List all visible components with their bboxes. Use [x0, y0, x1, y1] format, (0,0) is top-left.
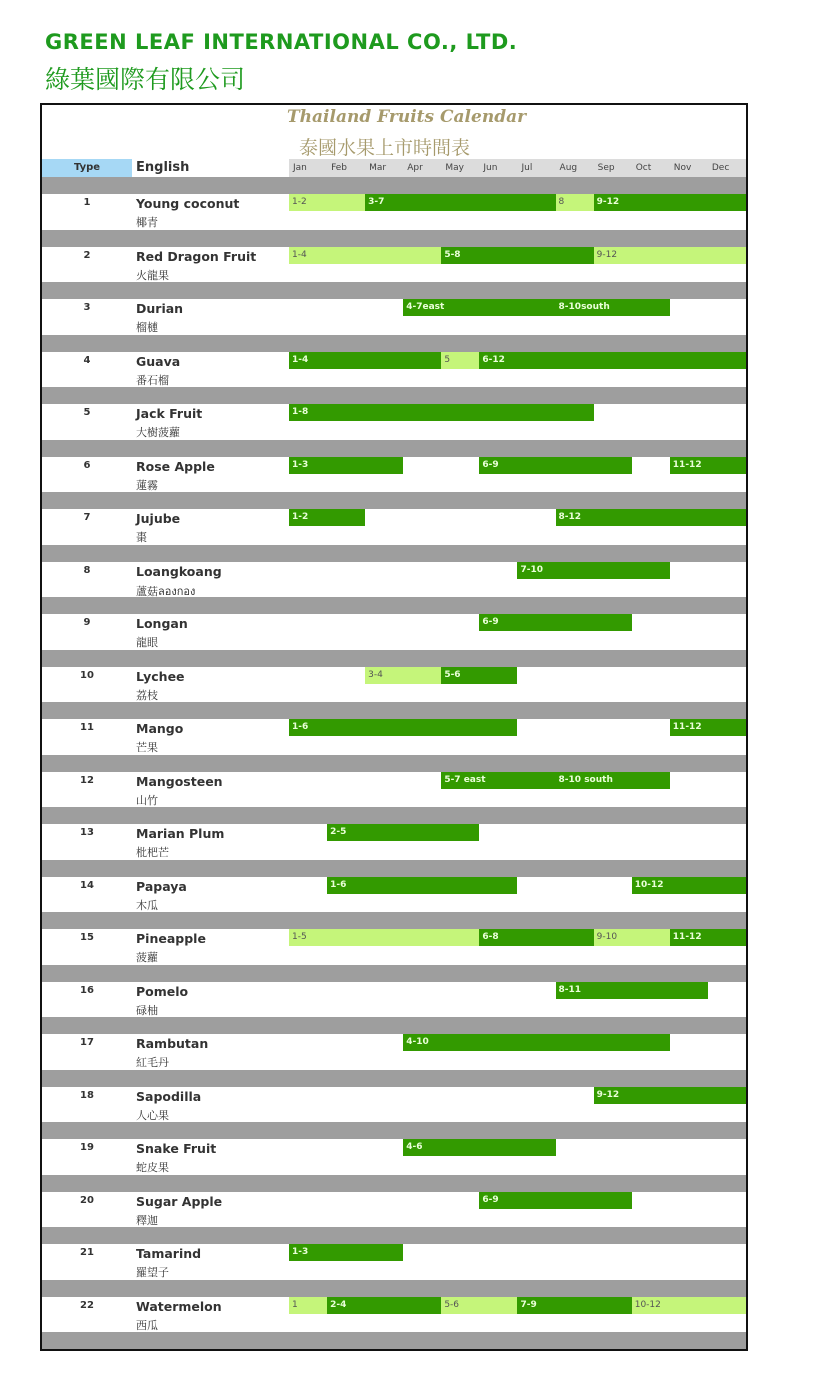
fruit-type-number: 7: [83, 512, 91, 523]
season-bar-label: 6-9: [482, 617, 499, 627]
season-bar-label: 8-12: [558, 512, 582, 522]
season-bar: [479, 929, 593, 946]
season-bar: [441, 772, 555, 789]
season-bar: [632, 877, 746, 894]
season-bar-label: 11-12: [672, 459, 702, 470]
row-separator: [42, 702, 746, 719]
fruit-name-zh: 西瓜: [136, 1318, 158, 1332]
row-separator: [42, 860, 746, 877]
fruit-type-number: 8: [83, 564, 91, 576]
season-bar-label: 1-6: [292, 722, 309, 732]
month-header-jun: Jun: [483, 163, 498, 173]
season-bar: [670, 929, 746, 946]
season-bar-label: 1-5: [292, 932, 307, 942]
season-bar: [289, 1297, 327, 1314]
season-bar-label: 6-9: [482, 459, 499, 470]
season-bar-label: 1-2: [292, 197, 307, 207]
fruit-row: [42, 352, 746, 388]
season-bar: [594, 929, 670, 946]
row-separator: [42, 282, 746, 299]
fruit-name-zh: 紅毛丹: [136, 1056, 169, 1069]
fruit-type-number: 9: [83, 617, 91, 628]
fruit-name-zh: 木瓜: [136, 898, 158, 912]
fruit-type-number: 14: [80, 879, 94, 891]
fruit-name-en: Rose Apple: [136, 458, 215, 474]
fruit-name-en: Watermelon: [136, 1298, 222, 1314]
row-separator: [42, 230, 746, 247]
season-bar-label: 8: [558, 197, 565, 207]
fruit-type-number: 18: [80, 1089, 94, 1101]
fruit-type-number: 19: [80, 1142, 94, 1153]
calendar-title-en: Thailand Fruits Calendar: [287, 107, 527, 127]
season-bar-label: 1-2: [292, 512, 309, 522]
season-bar-label: 5-6: [444, 1299, 460, 1310]
fruit-type-number: 4: [83, 354, 91, 366]
season-bar: [632, 1297, 746, 1314]
season-bar: [403, 299, 555, 316]
fruit-name-en: Young coconut: [136, 196, 240, 211]
fruit-name-en: Pineapple: [136, 931, 206, 946]
season-bar: [517, 562, 669, 579]
fruit-name-en: Jack Fruit: [136, 406, 203, 421]
fruit-name-en: Jujube: [136, 511, 181, 526]
season-bar: [289, 352, 441, 369]
season-bar: [289, 1244, 403, 1261]
season-bar-label: 1-4: [292, 354, 309, 365]
fruit-name-en: Mango: [136, 721, 184, 736]
season-bar: [289, 509, 365, 526]
fruit-name-zh: 蓮霧: [136, 478, 158, 492]
fruit-row: [42, 1244, 746, 1280]
season-bar-label: 8-10south: [558, 302, 610, 312]
season-bar: [670, 719, 746, 736]
fruit-row: [42, 404, 746, 440]
season-bar: [327, 877, 517, 894]
season-bar-label: 10-12: [634, 879, 664, 890]
row-separator: [42, 1280, 746, 1297]
season-bar-label: 1-4: [292, 249, 307, 260]
fruit-name-zh: 荔枝: [136, 688, 158, 702]
season-bar-label: 6-9: [482, 1194, 499, 1205]
season-bar-label: 5: [444, 354, 451, 365]
fruit-name-zh: 番石榴: [136, 373, 169, 387]
season-bar: [365, 667, 441, 684]
fruit-name-en: Red Dragon Fruit: [136, 248, 257, 264]
season-bar: [479, 352, 746, 369]
fruit-type-number: 17: [80, 1037, 94, 1048]
season-bar-label: 5-6: [444, 669, 461, 680]
season-bar: [479, 1192, 631, 1209]
season-bar-label: 4-7east: [406, 302, 445, 312]
fruit-row: [42, 667, 746, 703]
fruit-name-zh: 羅望子: [136, 1266, 169, 1279]
season-bar-label: 9-10: [596, 932, 618, 942]
season-bar: [594, 194, 746, 211]
season-bar-label: 5-7 east: [444, 774, 486, 785]
month-header-mar: Mar: [369, 163, 387, 173]
fruit-name-en: Sapodilla: [136, 1088, 202, 1104]
row-separator: [42, 545, 746, 562]
season-bar-label: 10-12: [634, 1299, 661, 1310]
season-bar-label: 7-9: [520, 1299, 537, 1310]
fruit-name-zh: 火龍果: [136, 268, 169, 282]
season-bar: [556, 299, 670, 316]
season-bar: [289, 404, 594, 421]
fruit-name-zh: 榴槤: [136, 321, 158, 334]
season-bar-label: 3-4: [368, 669, 383, 680]
season-bar: [289, 457, 403, 474]
month-header-oct: Oct: [635, 163, 652, 173]
row-separator: [42, 807, 746, 824]
season-bar-label: 5-8: [444, 249, 461, 260]
fruit-name-en: Rambutan: [136, 1036, 209, 1051]
season-bar: [441, 352, 479, 369]
company-name-zh: 綠葉國際有限公司: [45, 65, 246, 94]
fruit-row: [42, 299, 746, 335]
row-separator: [42, 492, 746, 509]
season-bar-label: 2-5: [330, 827, 347, 837]
season-bar-label: 6-8: [482, 932, 499, 942]
fruit-type-number: 5: [83, 407, 91, 418]
fruit-row: [42, 194, 746, 230]
season-bar-label: 1-3: [292, 459, 309, 470]
fruit-name-zh: 枇杷芒: [136, 846, 169, 859]
row-separator: [42, 1070, 746, 1087]
fruit-name-zh: 椰青: [136, 216, 158, 229]
fruit-name-zh: 蛇皮果: [136, 1161, 169, 1174]
fruit-name-zh: 芒果: [136, 741, 158, 754]
fruit-name-zh: 棗: [136, 531, 147, 544]
season-bar-label: 11-12: [672, 722, 702, 732]
month-header-jan: Jan: [293, 163, 307, 173]
fruit-name-zh: 釋迦: [136, 1213, 158, 1227]
season-bar: [289, 247, 441, 264]
row-separator: [42, 597, 746, 614]
season-bar-label: 1: [292, 1299, 298, 1310]
season-bar: [556, 772, 670, 789]
season-bar: [670, 457, 746, 474]
fruit-row: [42, 772, 746, 808]
fruit-row: [42, 247, 746, 283]
calendar-table: [40, 103, 748, 1351]
type-column-header: Type: [42, 159, 132, 177]
english-column-header: English: [136, 160, 190, 175]
fruit-type-number: 20: [80, 1194, 94, 1206]
fruit-name-zh: 龍眼: [136, 636, 158, 649]
fruit-name-en: Papaya: [136, 878, 187, 894]
season-bar-label: 8-11: [558, 984, 582, 995]
fruit-name-en: Durian: [136, 301, 184, 316]
month-header-apr: Apr: [407, 163, 423, 173]
fruit-type-number: 10: [80, 669, 94, 681]
season-bar: [403, 1034, 670, 1051]
season-bar-label: 6-12: [482, 354, 505, 365]
fruit-row: [42, 614, 746, 650]
fruit-row: [42, 824, 746, 860]
row-separator: [42, 755, 746, 772]
season-bar: [289, 194, 365, 211]
season-bar-label: 9-12: [596, 197, 620, 207]
calendar-title-zh: 泰國水果上市時間表: [299, 137, 471, 159]
fruit-row: [42, 1297, 746, 1333]
fruit-row: [42, 877, 746, 913]
month-header-dec: Dec: [711, 163, 730, 173]
row-separator: [42, 1017, 746, 1034]
row-separator: [42, 440, 746, 457]
fruit-row: [42, 562, 746, 598]
season-bar: [289, 929, 479, 946]
month-header-jul: Jul: [521, 163, 533, 173]
fruit-name-zh: 蘆菇ลองกอง: [136, 584, 196, 598]
month-header-aug: Aug: [559, 163, 578, 173]
fruit-name-en: Mangosteen: [136, 773, 223, 789]
fruit-name-zh: 山竹: [136, 793, 158, 807]
season-bar-label: 1-3: [292, 1247, 309, 1257]
row-separator: [42, 335, 746, 352]
season-bar: [556, 194, 594, 211]
fruit-name-en: Pomelo: [136, 983, 189, 999]
fruit-row: [42, 509, 746, 545]
fruit-name-en: Lychee: [136, 668, 185, 684]
row-separator: [42, 912, 746, 929]
month-header-feb: Feb: [331, 163, 348, 173]
season-bar: [594, 1087, 746, 1104]
month-header-sep: Sep: [597, 163, 615, 173]
fruit-name-en: Tamarind: [136, 1246, 202, 1261]
fruit-type-number: 11: [80, 722, 94, 733]
month-header-nov: Nov: [673, 163, 692, 173]
fruit-name-en: Guava: [136, 353, 181, 369]
row-separator: [42, 650, 746, 667]
season-bar-label: 4-6: [406, 1142, 423, 1152]
fruit-row: [42, 1087, 746, 1123]
season-bar-label: 8-10 south: [558, 774, 613, 785]
fruit-name-en: Longan: [136, 616, 188, 631]
season-bar: [556, 509, 746, 526]
season-bar-label: 2-4: [330, 1299, 347, 1310]
season-bar-label: 3-7: [368, 197, 385, 207]
fruit-type-number: 15: [80, 932, 94, 943]
fruit-row: [42, 982, 746, 1018]
fruit-name-en: Marian Plum: [136, 826, 225, 841]
month-header-may: May: [445, 163, 464, 173]
season-bar: [365, 194, 555, 211]
season-bar: [594, 247, 746, 264]
fruit-row: [42, 457, 746, 493]
fruit-name-zh: 大樹菠蘿: [136, 426, 180, 439]
fruit-name-en: Sugar Apple: [136, 1193, 223, 1209]
fruit-row: [42, 1034, 746, 1070]
row-separator: [42, 1332, 746, 1349]
fruit-name-zh: 菠蘿: [136, 951, 158, 964]
season-bar-label: 7-10: [520, 564, 543, 575]
fruit-type-number: 13: [80, 827, 94, 838]
fruit-name-zh: 碌柚: [136, 1003, 158, 1017]
season-bar-label: 1-6: [330, 879, 347, 890]
fruit-type-number: 1: [83, 197, 91, 208]
fruit-type-number: 3: [83, 302, 91, 313]
season-bar: [327, 1297, 441, 1314]
season-bar: [517, 1297, 631, 1314]
row-separator: [42, 1122, 746, 1139]
season-bar-label: 11-12: [672, 932, 702, 942]
season-bar-label: 9-12: [596, 1089, 620, 1100]
fruit-type-number: 22: [80, 1299, 94, 1311]
fruit-type-number: 2: [83, 249, 91, 261]
fruit-name-zh: 人心果: [136, 1108, 169, 1122]
season-bar: [289, 719, 517, 736]
season-bar-label: 4-10: [406, 1037, 429, 1047]
fruit-name-en: Snake Fruit: [136, 1141, 217, 1156]
season-bar: [327, 824, 479, 841]
company-name-en: GREEN LEAF INTERNATIONAL CO., LTD.: [45, 30, 518, 54]
season-bar: [403, 1139, 555, 1156]
fruit-type-number: 21: [80, 1247, 94, 1258]
fruit-name-en: Loangkoang: [136, 563, 222, 579]
season-bar: [441, 667, 517, 684]
season-bar: [479, 614, 631, 631]
season-bar: [479, 457, 631, 474]
row-separator: [42, 177, 746, 194]
fruit-type-number: 16: [80, 984, 94, 996]
row-separator: [42, 387, 746, 404]
month-header-row: [289, 159, 746, 177]
fruit-row: [42, 929, 746, 965]
fruit-type-number: 6: [83, 459, 91, 471]
season-bar: [441, 247, 593, 264]
season-bar-label: 1-8: [292, 407, 309, 417]
season-bar-label: 9-12: [596, 249, 618, 260]
fruit-type-number: 12: [80, 774, 94, 786]
fruit-row: [42, 719, 746, 755]
season-bar: [441, 1297, 517, 1314]
fruit-row: [42, 1139, 746, 1175]
row-separator: [42, 1227, 746, 1244]
row-separator: [42, 965, 746, 982]
row-separator: [42, 1175, 746, 1192]
fruit-row: [42, 1192, 746, 1228]
season-bar: [556, 982, 708, 999]
